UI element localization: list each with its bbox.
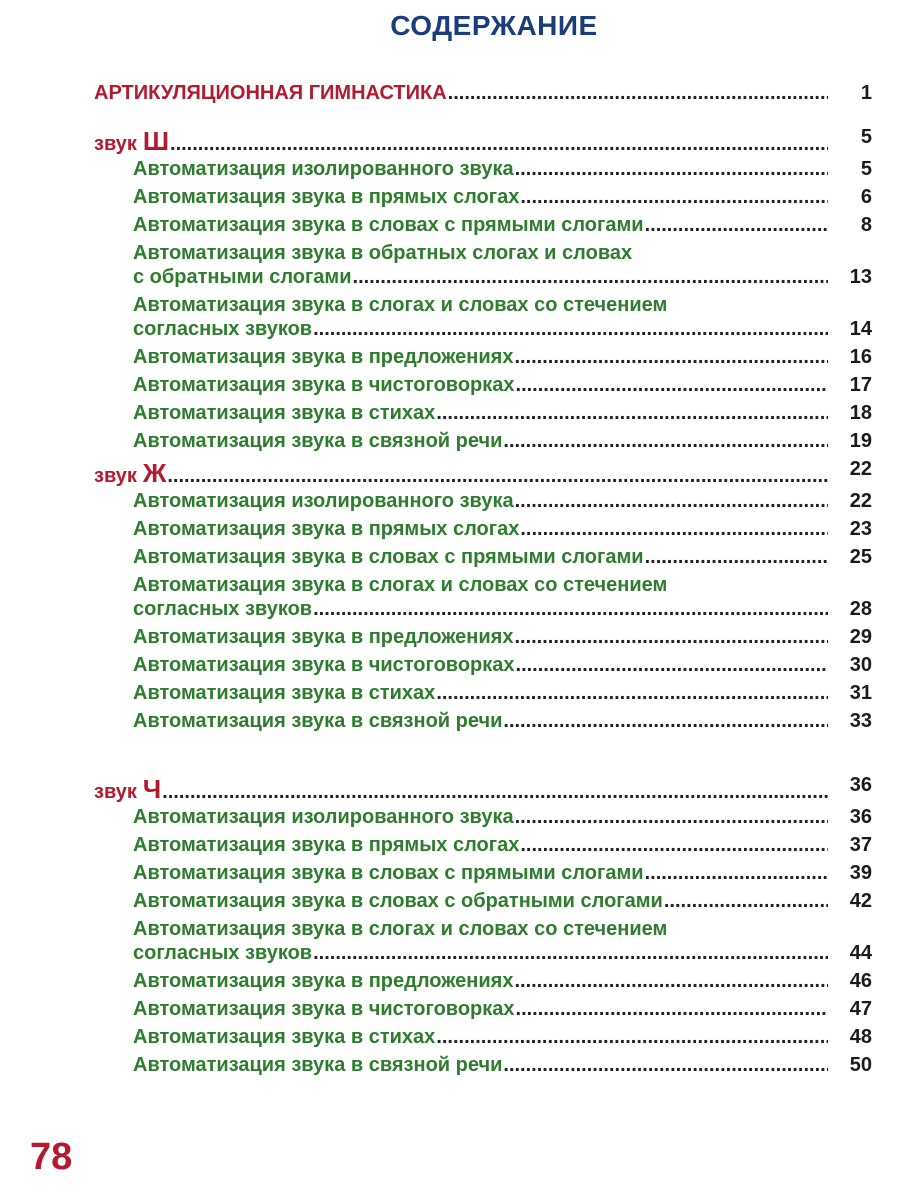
toc-section-1[interactable] [94, 126, 872, 157]
toc-page-number: 48 [849, 1026, 872, 1048]
dot-leader [664, 890, 828, 913]
toc-page-number: 39 [849, 862, 872, 884]
toc-entry[interactable] [133, 890, 872, 913]
toc-entry[interactable] [133, 346, 872, 369]
toc-entry-label: Автоматизация звука в связной речи [133, 710, 503, 732]
toc-entry-label: Автоматизация звука в чистоговорках [133, 654, 515, 676]
toc-entry-line: Автоматизация звука в слогах и словах со стечением [133, 294, 668, 316]
dot-leader [515, 158, 828, 181]
toc-page-number: 13 [849, 266, 872, 288]
toc-page-number: 44 [849, 942, 872, 964]
toc-entry-label: Автоматизация звука в прямых слогах [133, 518, 520, 540]
toc-entry[interactable] [133, 710, 872, 733]
dot-leader [313, 942, 828, 965]
dot-leader [645, 214, 828, 237]
toc-entry[interactable] [133, 214, 872, 237]
toc-entry-label: Автоматизация звука в словах с обратными слогами [133, 890, 663, 912]
toc-entry-label: Автоматизация звука в прямых слогах [133, 834, 520, 856]
dot-leader [514, 346, 828, 369]
dot-leader [515, 806, 828, 829]
toc-page-number: 16 [849, 346, 872, 368]
section-letter: Ж [142, 458, 167, 488]
toc-entry-label: Автоматизация звука в прямых слогах [133, 186, 520, 208]
toc-page-number: 1 [860, 82, 872, 104]
dot-leader [170, 133, 828, 156]
dot-leader [503, 430, 828, 453]
toc-entry[interactable] [133, 490, 872, 513]
toc-entry-label: Автоматизация звука в словах с прямыми слогами [133, 214, 644, 236]
dot-leader [313, 598, 828, 621]
dot-leader [503, 710, 828, 733]
toc-page-number: 36 [849, 806, 872, 828]
dot-leader [436, 1026, 828, 1049]
dot-leader [516, 998, 828, 1021]
toc-page-number: 36 [849, 774, 872, 796]
toc-entry[interactable] [133, 1026, 872, 1049]
toc-entry[interactable] [133, 998, 872, 1021]
toc-entry-label: согласных звуков [133, 318, 313, 340]
toc-page-number: 5 [860, 126, 872, 148]
toc-entry[interactable] [133, 402, 872, 425]
dot-leader [167, 465, 828, 488]
section-letter: Ч [142, 774, 162, 804]
toc-entry-line: Автоматизация звука в слогах и словах со стечением [133, 918, 668, 940]
toc-entry-label: Автоматизация звука в стихах [133, 682, 436, 704]
toc-page-number: 30 [849, 654, 872, 676]
toc-entry[interactable] [133, 806, 872, 829]
toc-entry[interactable] [133, 862, 872, 885]
toc-entry[interactable] [133, 266, 872, 289]
section-prefix: звук [94, 781, 137, 803]
toc-entry[interactable] [133, 430, 872, 453]
dot-leader [353, 266, 828, 289]
toc-entry[interactable] [133, 598, 872, 621]
toc-entry-articulation[interactable] [94, 82, 872, 105]
toc-entry-label: Автоматизация изолированного звука [133, 806, 514, 828]
toc-page-number: 18 [849, 402, 872, 424]
dot-leader [516, 374, 828, 397]
dot-leader [520, 186, 828, 209]
dot-leader [520, 834, 828, 857]
toc-page-number: 42 [849, 890, 872, 912]
toc-entry-label: Автоматизация звука в словах с прямыми слогами [133, 862, 644, 884]
toc-page-number: 22 [849, 458, 872, 480]
dot-leader [313, 318, 828, 341]
dot-leader [645, 862, 828, 885]
dot-leader [514, 970, 828, 993]
toc-page-number: 8 [860, 214, 872, 236]
toc-entry[interactable] [133, 682, 872, 705]
page-title: СОДЕРЖАНИЕ [390, 10, 598, 41]
toc-entry[interactable] [133, 970, 872, 993]
page-number: 78 [30, 1136, 73, 1178]
toc-entry[interactable] [133, 942, 872, 965]
toc-page-number: 28 [849, 598, 872, 620]
toc-page-number: 5 [860, 158, 872, 180]
toc-entry-label: согласных звуков [133, 598, 313, 620]
toc-entry-label: Автоматизация звука в стихах [133, 1026, 436, 1048]
toc-entry[interactable] [133, 374, 872, 397]
toc-entry[interactable] [133, 626, 872, 649]
toc-page-number: 6 [860, 186, 872, 208]
toc-entry-label: Автоматизация звука в чистоговорках [133, 374, 515, 396]
toc-page-number: 46 [849, 970, 872, 992]
toc-page-number: 37 [849, 834, 872, 856]
toc-entry[interactable] [133, 546, 872, 569]
dot-leader [436, 682, 828, 705]
toc-entry-label: Автоматизация звука в связной речи [133, 1054, 503, 1076]
section-prefix: звук [94, 465, 137, 487]
toc-section-label [94, 458, 166, 489]
toc-page-number: 31 [849, 682, 872, 704]
dot-leader [436, 402, 828, 425]
dot-leader [162, 781, 828, 804]
toc-page-number: 22 [849, 490, 872, 512]
toc-entry-label: Автоматизация звука в предложениях [133, 626, 514, 648]
toc-page-number: 17 [849, 374, 872, 396]
toc-entry[interactable] [133, 318, 872, 341]
toc-entry-label: с обратными слогами [133, 266, 352, 288]
toc-page-number: 23 [849, 518, 872, 540]
toc-entry[interactable] [133, 186, 872, 209]
toc-entry-line: Автоматизация звука в слогах и словах со стечением [133, 574, 668, 596]
toc-entry[interactable] [133, 158, 872, 181]
toc-entry-label: Автоматизация звука в чистоговорках [133, 998, 515, 1020]
toc-entry-label: Автоматизация звука в словах с прямыми слогами [133, 546, 644, 568]
toc-entry-label: Автоматизация звука в предложениях [133, 346, 514, 368]
toc-entry-label: Автоматизация звука в предложениях [133, 970, 514, 992]
toc-entry[interactable] [133, 1054, 872, 1077]
dot-leader [448, 82, 828, 105]
toc-page-number: 29 [849, 626, 872, 648]
toc-entry-label: согласных звуков [133, 942, 313, 964]
section-prefix: звук [94, 133, 137, 155]
toc-section-3[interactable] [94, 774, 872, 805]
toc-entry[interactable] [133, 654, 872, 677]
section-letter: Ш [142, 126, 170, 156]
dot-leader [516, 654, 828, 677]
toc-entry-label: АРТИКУЛЯЦИОННАЯ ГИМНАСТИКА [94, 82, 447, 104]
toc-entry-label: Автоматизация звука в стихах [133, 402, 436, 424]
toc-page-number: 33 [849, 710, 872, 732]
toc-section-label [94, 774, 161, 805]
toc-section-label [94, 126, 169, 157]
toc-page-number: 14 [849, 318, 872, 340]
dot-leader [520, 518, 828, 541]
toc-entry[interactable] [133, 834, 872, 857]
toc-page-number: 25 [849, 546, 872, 568]
toc-entry-line: Автоматизация звука в обратных слогах и словах [133, 242, 633, 264]
toc-section-2[interactable] [94, 458, 872, 489]
toc-page-number: 47 [849, 998, 872, 1020]
dot-leader [503, 1054, 828, 1077]
dot-leader [645, 546, 828, 569]
toc-entry-label: Автоматизация звука в связной речи [133, 430, 503, 452]
toc-page-number: 50 [849, 1054, 872, 1076]
dot-leader [514, 626, 828, 649]
toc-entry[interactable] [133, 518, 872, 541]
toc-page-number: 19 [849, 430, 872, 452]
toc-entry-label: Автоматизация изолированного звука [133, 158, 514, 180]
dot-leader [515, 490, 828, 513]
toc-entry-label: Автоматизация изолированного звука [133, 490, 514, 512]
